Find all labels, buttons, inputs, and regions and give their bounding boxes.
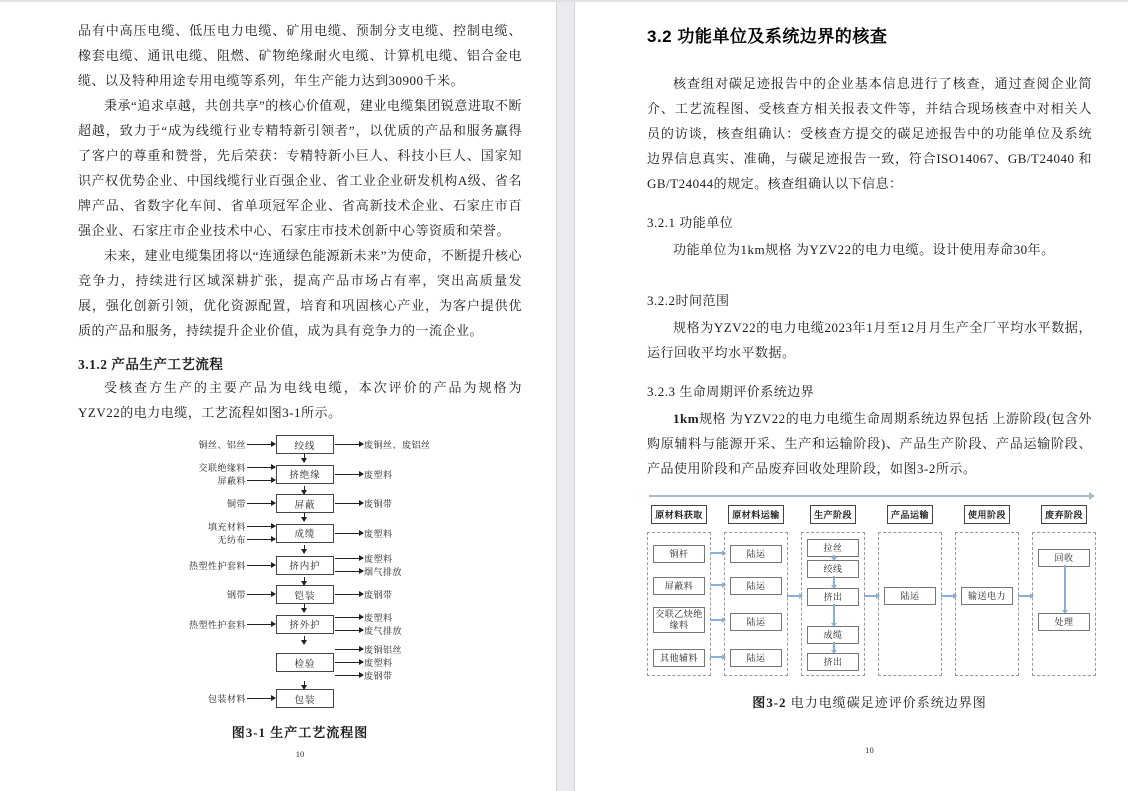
material-box: 交联乙炔绝缘料: [653, 607, 705, 633]
arrow-down-icon: [304, 513, 305, 521]
blue-arrow-right-icon: [864, 595, 879, 597]
transport-box: 陆运: [730, 613, 782, 631]
flow-process-box: 挤内护: [276, 556, 334, 575]
arrow-down-icon: [304, 454, 305, 462]
stage-column-production: [801, 505, 865, 676]
figure-label: 图3-2: [752, 695, 787, 710]
blue-arrow-right-icon: [710, 619, 725, 621]
flow-output-label: 废塑料: [364, 469, 393, 480]
arrow-right-icon: [335, 630, 363, 631]
arrow-right-icon: [335, 503, 363, 504]
stage-column-disposal: [1032, 505, 1096, 676]
arrow-right-icon: [247, 503, 275, 504]
paragraph: 受核查方生产的主要产品为电线电缆，本次评价的产品为规格为YZV22的电力电缆，工艺流程如图3-1所示。: [78, 380, 522, 420]
blue-arrow-down-icon: [833, 604, 835, 626]
stage-header: 原材料获取: [651, 505, 707, 524]
arrow-down-icon: [304, 486, 305, 494]
blue-arrow-down-icon: [833, 576, 835, 588]
flow-process-box: 检验: [276, 653, 334, 672]
stage-boundary-box: [647, 532, 711, 676]
stage-header: 生产阶段: [810, 505, 856, 524]
flow-input-label: 热塑性护套料: [188, 560, 246, 571]
stage-column-use: [955, 505, 1019, 676]
transport-box: 陆运: [730, 545, 782, 563]
flow-process-box: 挤外护: [276, 615, 334, 634]
lead-bold: 1km: [673, 411, 700, 426]
flow-input-label: 包装材料: [207, 694, 246, 704]
arrow-down-icon: [304, 577, 305, 585]
flow-row: [146, 689, 506, 708]
flow-row: [146, 494, 506, 513]
flow-input-label: 填充材料: [207, 522, 246, 532]
flow-row: [146, 553, 506, 577]
flow-output-label: 废钢带: [364, 590, 393, 600]
flow-input-label: 无纺布: [217, 535, 246, 545]
flow-output-label: 废钢带: [364, 671, 393, 681]
flow-output-label: 废塑料: [364, 658, 393, 668]
blue-arrow-right-icon: [941, 595, 956, 597]
paragraph-text: 规格 为YZV22的电力电缆生命周期系统边界包括 上游阶段(包含外购原辅料与能源开采、生产和运输阶段)、产品生产阶段、产品运输阶段、产品使用阶段和产品废弃回收处理阶段，如图3-2所示。: [647, 411, 1092, 476]
flow-output-label: 废塑料: [364, 613, 393, 623]
stage-boundary-box: [801, 532, 865, 676]
paragraph: 规格为YZV22的电力电缆2023年1月至12月月生产全厂平均水平数据，运行回收平均水平数据。: [647, 320, 1092, 360]
arrow-right-icon: [335, 594, 363, 595]
flow-input-label: 铜带: [226, 499, 246, 509]
disposal-box: 回收: [1038, 549, 1090, 567]
arrow-right-icon: [247, 526, 275, 527]
process-box: 绞线: [807, 560, 859, 578]
process-box: 拉丝: [807, 539, 859, 557]
paragraph: 核查组对碳足迹报告中的企业基本信息进行了核查，通过查阅企业简介、工艺流程图、受核查方相关报表文件等，并结合现场核查中对相关人员的访谈，核查组确认：受核查方提交的碳足迹报告中的功能单位及系统边界信息真实、准确，与碳足迹报告一致，符合ISO14067、GB/T24040 和GB/T24044的规定。核查组确认以下信息：: [647, 76, 1092, 191]
arrow-right-icon: [247, 698, 275, 699]
page-number: 10: [295, 749, 305, 759]
figure-3-1-caption: 图3-1 生产工艺流程图: [231, 725, 369, 740]
flow-process-box: 挤绝缘: [276, 465, 334, 484]
arrow-right-icon: [247, 467, 275, 468]
arrow-down-icon: [304, 604, 305, 612]
system-boundary-diagram: [647, 495, 1096, 676]
figure-caption-text: 电力电缆碳足迹评价系统边界图: [786, 695, 987, 710]
flow-row: [146, 612, 506, 636]
blue-arrow-right-icon: [710, 656, 725, 658]
stage-flow-arrow-icon: [649, 495, 1094, 497]
blue-arrow-right-icon: [710, 552, 725, 554]
stage-column-raw-material: [647, 505, 711, 676]
arrow-right-icon: [247, 480, 275, 481]
arrow-down-icon: [304, 636, 305, 644]
blue-arrow-down-icon: [1064, 565, 1066, 613]
material-box: 其他辅料: [653, 649, 705, 667]
flow-input-label: 热塑性护套料: [188, 619, 246, 630]
section-heading-32: 3.2 功能单位及系统边界的核查: [647, 27, 888, 46]
paragraph: [647, 406, 1092, 481]
section-heading-321: 3.2.1 功能单位: [647, 215, 734, 230]
arrow-right-icon: [247, 444, 275, 445]
paragraph: 秉承“追求卓越，共创共享”的核心价值观，建业电缆集团锐意进取不断超越，致力于“成为线缆行业专精特新引领者”，以优质的产品和服务赢得了客户的尊重和赞誉，先后荣获：专精特新小巨人、科技小巨人、国家知识产权优势企业、中国线缆行业百强企业、省工业企业研发机构A级、省名牌产品、省数字化车间、省单项冠军企业、省高新技术企业、石家庄市百强企业、石家庄市企业技术中心、石家庄市技术创新中心等资质和荣誉。: [78, 98, 522, 238]
transport-box: 陆运: [730, 577, 782, 595]
flow-row: [146, 462, 506, 486]
disposal-box: 处理: [1038, 613, 1090, 631]
flow-row: [146, 435, 506, 454]
arrow-right-icon: [335, 558, 363, 559]
flow-row: [146, 644, 506, 681]
flow-row: [146, 585, 506, 604]
figure-3-2-caption: [647, 692, 1092, 711]
arrow-right-icon: [335, 474, 363, 475]
page-left: [0, 0, 556, 791]
flow-output-label: 废塑料: [364, 528, 393, 539]
page-divider: [556, 0, 575, 791]
page-number: 10: [865, 745, 874, 755]
flow-output-label: 烟气排放: [364, 567, 403, 577]
stage-header: 产品运输: [887, 505, 933, 524]
stage-header: 废弃阶段: [1041, 505, 1087, 524]
flow-process-box: 屏蔽: [276, 494, 334, 513]
paragraph: 品有中高压电缆、低压电力电缆、矿用电缆、预制分支电缆、控制电缆、橡套电缆、通讯电缆、阻燃、矿物绝缘耐火电缆、计算机电缆、铝合金电缆、以及特种用途专用电缆等系列，年生产能力达到30900千米。: [78, 23, 522, 88]
arrow-right-icon: [335, 662, 363, 663]
page-right: [575, 0, 1128, 791]
stage-boundary-box: [724, 532, 788, 676]
transport-box: 陆运: [730, 649, 782, 667]
flow-output-label: 废气排放: [364, 626, 403, 636]
production-flowchart: [146, 435, 506, 708]
process-box: 成缆: [807, 626, 859, 644]
arrow-right-icon: [335, 675, 363, 676]
process-box: 挤出: [807, 653, 859, 671]
flow-output-label: 废铜铝丝: [364, 645, 403, 655]
material-box: 铜杆: [653, 545, 705, 563]
section-heading-312: 3.1.2 产品生产工艺流程: [78, 357, 224, 372]
blue-arrow-right-icon: [787, 595, 802, 597]
stage-boundary-box: [955, 532, 1019, 676]
section-heading-322: 3.2.2时间范围: [647, 293, 730, 308]
transport-box: 陆运: [884, 587, 936, 605]
flow-process-box: 铠装: [276, 585, 334, 604]
arrow-down-icon: [304, 545, 305, 553]
arrow-right-icon: [335, 533, 363, 534]
flow-output-label: 废塑料: [364, 554, 393, 564]
stage-boundary-box: [1032, 532, 1096, 676]
stage-column-material-transport: [724, 505, 788, 676]
arrow-right-icon: [335, 649, 363, 650]
blue-arrow-down-icon: [833, 642, 835, 653]
stage-column-product-transport: [878, 505, 942, 676]
use-box: 输送电力: [961, 587, 1013, 605]
arrow-right-icon: [335, 617, 363, 618]
paragraph: 功能单位为1km规格 为YZV22的电力电缆。设计使用寿命30年。: [673, 242, 1055, 257]
stage-boundary-box: [878, 532, 942, 676]
material-box: 屏蔽料: [653, 577, 705, 595]
flow-input-label: 钢带: [226, 590, 246, 600]
flow-output-label: 废铜带: [364, 499, 393, 509]
flow-process-box: 包装: [276, 689, 334, 708]
stage-header: 原材料运输: [728, 505, 784, 524]
paragraph: 未来，建业电缆集团将以“连通绿色能源新未来”为使命，不断提升核心竞争力，持续进行区域深耕扩张，提高产品市场占有率，突出高质量发展，强化创新引领，优化资源配置，培育和巩固核心产业，为客户提供优质的产品和服务，持续提升企业价值，成为具有竞争力的一流企业。: [78, 248, 522, 338]
arrow-gap: [788, 505, 801, 676]
arrow-gap: [865, 505, 878, 676]
arrow-down-icon: [304, 681, 305, 689]
arrow-right-icon: [247, 624, 275, 625]
flow-input-label: 铜丝、铝丝: [198, 440, 246, 450]
flow-row: [146, 521, 506, 545]
arrow-right-icon: [247, 594, 275, 595]
flow-process-box: 绞线: [276, 435, 334, 454]
process-box: 挤出: [807, 588, 859, 606]
flow-input-label: 交联绝缘料: [198, 463, 246, 473]
arrow-gap: [711, 505, 724, 676]
arrow-right-icon: [335, 571, 363, 572]
stage-header: 使用阶段: [964, 505, 1010, 524]
arrow-gap: [1019, 505, 1032, 676]
blue-arrow-right-icon: [1018, 595, 1033, 597]
arrow-right-icon: [335, 444, 363, 445]
flow-input-label: 屏蔽料: [217, 476, 246, 486]
arrow-right-icon: [247, 539, 275, 540]
section-heading-323: 3.2.3 生命周期评价系统边界: [647, 384, 815, 399]
flow-process-box: 成缆: [276, 524, 334, 543]
arrow-right-icon: [247, 565, 275, 566]
flow-output-label: 废铜丝、废铝丝: [364, 440, 431, 450]
blue-arrow-right-icon: [710, 584, 725, 586]
top-hairline: [0, 0, 1128, 2]
arrow-gap: [942, 505, 955, 676]
